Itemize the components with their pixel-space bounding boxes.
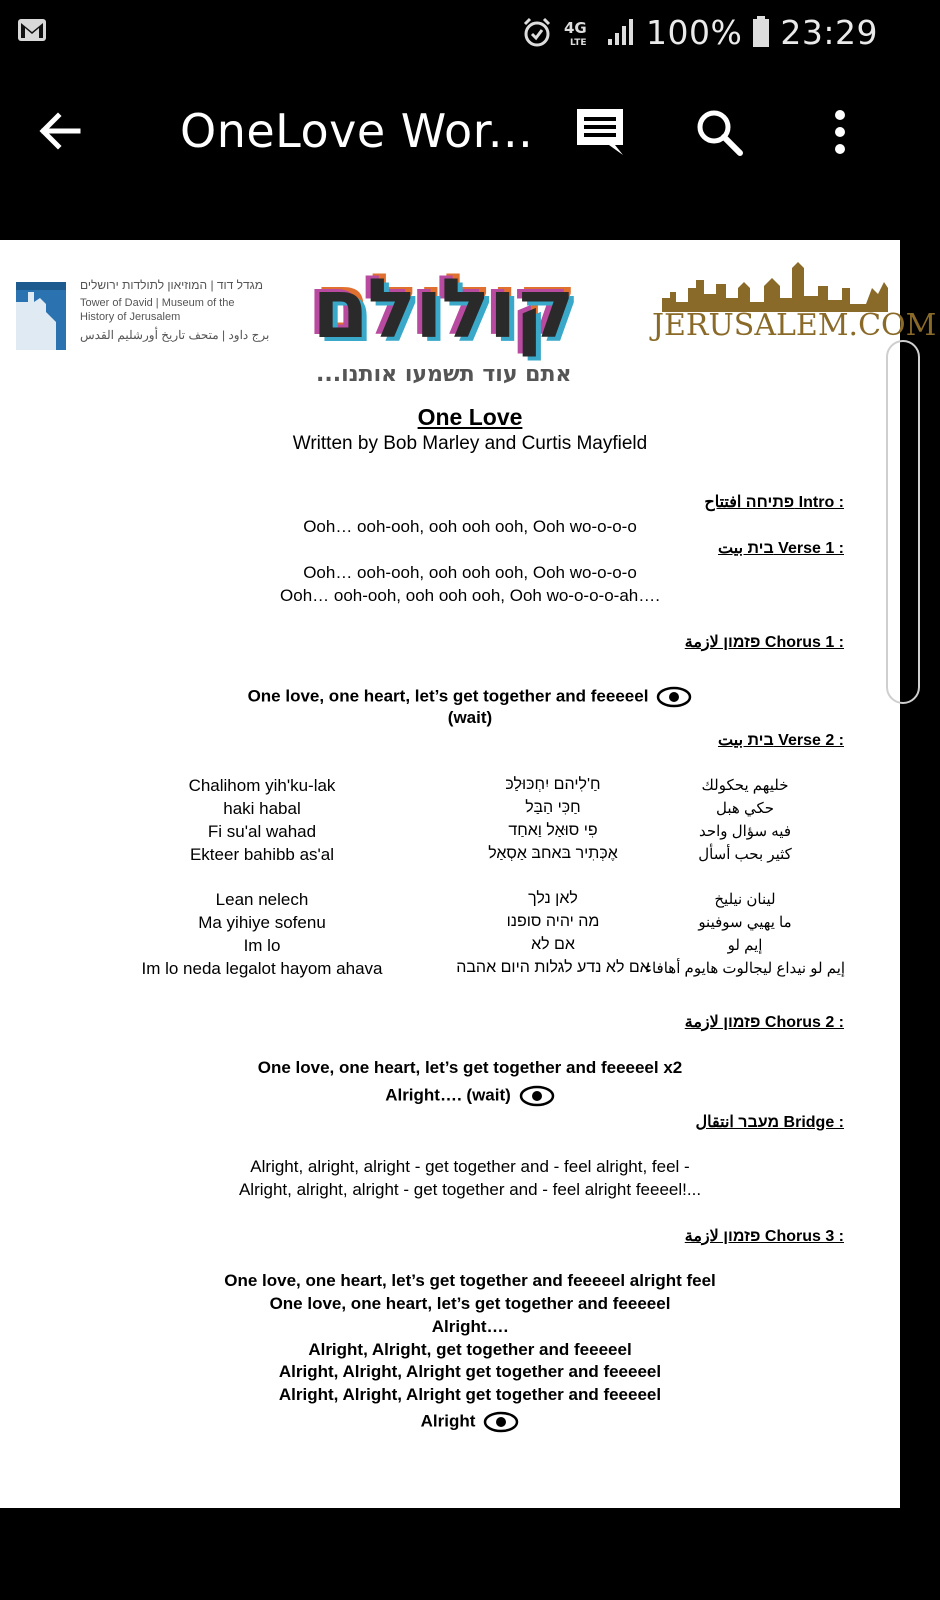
chorus1-line-text: One love, one heart, let’s get together and feeeeel — [247, 686, 649, 706]
song-credits: Written by Bob Marley and Curtis Mayfield — [292, 433, 648, 454]
verse2-ar-line: كثير بحب أسأل — [698, 846, 792, 863]
section-heading-intro: פתיחה افتتاح Intro : — [704, 494, 844, 511]
eye-icon — [483, 1410, 519, 1434]
chorus3-line: One love, one heart, let’s get together and feeeeel alright feel — [224, 1271, 716, 1290]
svg-text:4G: 4G — [564, 19, 587, 37]
battery-icon — [752, 16, 770, 48]
verse2-he-line: חַכִּי הַבַּל — [525, 799, 581, 816]
chorus3-line: Alright…. — [431, 1317, 509, 1336]
arrow-back-icon — [34, 104, 88, 158]
verse2-he-line: לאן נלך — [528, 890, 578, 907]
verse2-he-line: חַ'לִיהם יִחְכּוּלַכּ — [505, 776, 601, 793]
chorus2-line: One love, one heart, let’s get together and feeeeel x2 — [257, 1058, 683, 1077]
eye-icon — [656, 685, 692, 709]
verse2-en-line: Ekteer bahibb as'al — [189, 845, 335, 864]
verse2-he-line: אם לא נדע לגלות היום אהבה — [456, 959, 650, 976]
chorus3-line: One love, one heart, let’s get together and feeeeel — [269, 1294, 671, 1313]
tod-hebrew-text: מגדל דוד | המוזיאון לתולדות ירושלים — [80, 278, 263, 292]
navigation-bar — [0, 1508, 900, 1600]
verse2-he-line: אם לא — [531, 936, 575, 953]
signal-strength-icon — [606, 17, 636, 47]
kolulam-tagline: אתם עוד תשמעו אותנו... — [316, 362, 572, 387]
section-heading-verse1: בית بيت Verse 1 : — [718, 540, 844, 557]
section-heading-bridge: מעבר انتقال Bridge : — [695, 1114, 844, 1131]
verse2-he-line: אֶכְּתִיר בּאחבּ אַסְאַל — [488, 845, 618, 862]
verse2-ar-line: إيم لو نيداع ليجالوت هايوم أهافاء — [644, 960, 846, 977]
verse2-ar-line: ما يهيي سوفينو — [698, 914, 792, 931]
comments-button[interactable] — [570, 102, 630, 162]
verse2-he-line: מה יהיה סופנו — [506, 913, 600, 930]
comment-icon — [573, 105, 627, 159]
tod-english-line-2: History of Jerusalem — [80, 311, 181, 323]
eye-icon — [519, 1084, 555, 1108]
app-bar — [0, 64, 900, 240]
song-title: One Love — [417, 404, 523, 430]
verse2-en-line: Im lo — [243, 936, 281, 955]
verse1-line: Ooh… ooh-ooh, ooh ooh ooh, Ooh wo-o-o-o-ah…. — [280, 586, 660, 605]
section-heading-verse2: בית بيت Verse 2 : — [718, 732, 844, 749]
chorus2-alright-text: Alright…. (wait) — [385, 1085, 511, 1105]
section-heading-chorus3: פזמון لازمة Chorus 3 : — [684, 1228, 844, 1245]
verse2-en-line: Im lo neda legalot hayom ahava — [141, 959, 383, 978]
tod-english-line-1: Tower of David | Museum of the — [80, 297, 235, 309]
verse2-ar-line: لينان نيليخ — [714, 891, 776, 908]
verse2-en-line: haki habal — [223, 799, 301, 818]
jerusalem-skyline-icon — [652, 258, 888, 314]
network-4g-lte-icon — [562, 17, 596, 47]
more-vert-icon — [830, 107, 850, 157]
jerusalem-com-name: JERUSALEM.COM — [652, 308, 937, 343]
tod-english-text — [80, 296, 234, 324]
verse1-line: Ooh… ooh-ooh, ooh ooh ooh, Ooh wo-o-o-o — [303, 563, 637, 582]
svg-text:LTE: LTE — [570, 38, 587, 48]
back-button[interactable] — [34, 104, 88, 158]
more-options-button[interactable] — [810, 102, 870, 162]
chorus3-final — [0, 1410, 940, 1434]
chorus3-line: Alright, Alright, Alright get together and feeeeel — [278, 1385, 662, 1404]
section-heading-chorus2: פזמון لازمة Chorus 2 : — [684, 1014, 844, 1031]
verse2-en-line: Chalihom yih'ku-lak — [188, 776, 336, 795]
section-heading-chorus1: פזמון لازمة Chorus 1 : — [684, 634, 844, 651]
verse2-he-line: פִי סוּאַל וַאחַד — [508, 822, 598, 839]
tod-arabic-text: برج داود | متحف تاريخ أورشليم القدس — [80, 328, 270, 342]
search-button[interactable] — [689, 102, 749, 162]
verse2-en-line: Lean nelech — [215, 890, 309, 909]
alarm-icon — [522, 16, 552, 48]
chorus2-alright — [0, 1084, 940, 1108]
kolulam-name: קולולם — [312, 262, 573, 357]
tower-of-david-emblem-icon — [16, 282, 66, 350]
verse2-ar-line: فيه سؤال واحد — [698, 823, 791, 840]
clock: 23:29 — [780, 12, 878, 52]
status-bar — [0, 0, 900, 64]
kolulam-logo — [312, 262, 612, 392]
tower-of-david-logo — [16, 278, 296, 352]
document-page[interactable] — [0, 240, 937, 1508]
chorus1-wait: (wait) — [447, 708, 493, 727]
verse2-en-line: Ma yihiye sofenu — [198, 913, 326, 932]
chorus3-line: Alright, Alright, get together and feeeeel — [308, 1340, 632, 1359]
chorus3-final-text: Alright — [420, 1411, 476, 1431]
verse2-ar-line: خليهم يحكولك — [701, 777, 789, 794]
chorus3-line: Alright, Alright, Alright get together and feeeeel — [278, 1362, 662, 1381]
document-title: OneLove Wor... — [180, 104, 534, 158]
search-icon — [694, 107, 744, 157]
battery-percent: 100% — [646, 12, 743, 52]
jerusalem-com-logo — [652, 258, 937, 344]
verse2-en-line: Fi su'al wahad — [207, 822, 317, 841]
verse2-ar-line: إيم لو — [727, 937, 763, 954]
intro-line: Ooh… ooh-ooh, ooh ooh ooh, Ooh wo-o-o-o — [303, 517, 637, 536]
bridge-line: Alright, alright, alright - get together and - feel alright feeeel!... — [238, 1180, 702, 1199]
verse2-ar-line: حكي هبل — [715, 800, 775, 817]
chorus1-line — [0, 685, 940, 709]
gmail-icon — [17, 18, 47, 42]
bridge-line: Alright, alright, alright - get together and - feel alright, feel - — [250, 1157, 690, 1176]
